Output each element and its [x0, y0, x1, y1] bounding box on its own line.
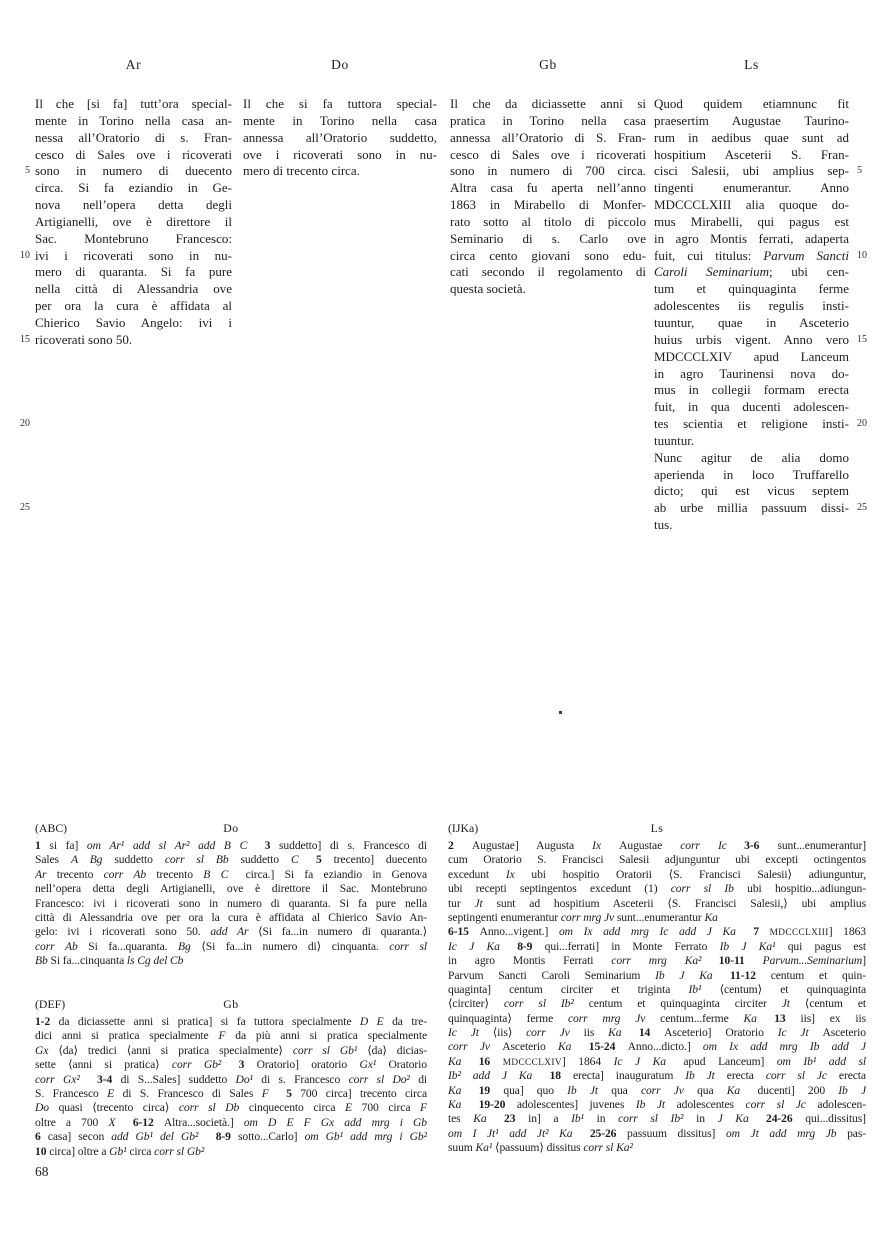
apparatus-sigla: (ABC) — [35, 821, 68, 835]
apparatus-line: suum Ka¹ ⟨passuum⟩ dissitus corr sl Ka² — [448, 1141, 633, 1155]
apparatus-line: Sales A Bg suddetto corr sl Bb suddetto C 5 trecento] duecento — [35, 853, 427, 867]
column-gb-text — [450, 96, 646, 298]
apparatus-line: corr Jv Asceterio Ka 15-24 Anno...dicto.] om Ix add mrg Ib add J — [448, 1040, 866, 1054]
apparatus-line: Ib² add J Ka 18 erecta] inauguratum Ib Jt erecta corr sl Jc erecta — [448, 1069, 866, 1083]
apparatus-line: cum Oratorio S. Francisci Salesii adjunguntur ubi excepti octingentos — [448, 853, 866, 867]
apparatus-line: ubi recepti septingentos excedunt (1) corr sl Ib ubi hospitio...adiungun- — [448, 882, 866, 896]
text-line: sono in numero di 700 circa. — [450, 163, 646, 179]
apparatus-line: 1-2 da diciassette anni si pratica] si fa tuttora specialmente D E da tre- — [35, 1015, 427, 1028]
text-line: nova nell’opera detta degli — [35, 197, 232, 213]
apparatus-line: oltre a 700 X 6-12 Altra...società.] om D E F Gx add mrg i Gb — [35, 1115, 427, 1129]
apparatus-line: S. Francesco E di S. Francesco di Sales F 5 700 circa] trecento circa — [35, 1086, 427, 1100]
apparatus-entries — [35, 839, 427, 969]
apparatus-line: sette ⟨anni si pratica⟩ corr Gb² 3 Oratorio] oratorio Gx¹ Oratorio — [35, 1058, 427, 1072]
text-line: cati secondo il regolamento di — [450, 264, 646, 280]
text-line: Quod quidem etiamnunc fit — [654, 96, 849, 111]
text-line: MDCCCLXIV apud Lanceum — [654, 348, 849, 364]
apparatus-line: excedunt Ix ubi hospitio Oratorii ⟨S. Francisci Salesii⟩ adiunguntur, — [448, 867, 866, 881]
text-line: in agro Taurinensi nova do- — [654, 365, 849, 381]
apparatus-header — [35, 820, 427, 839]
text-line: fuit, cui titulus: Parvum Sancti — [654, 247, 849, 263]
column-ar-text — [35, 96, 232, 349]
text-line: mente in Torino nella casa — [243, 112, 437, 128]
text-line: fuit, in qua ducenti adolescen- — [654, 399, 849, 415]
apparatus-line: corr Gx² 3-4 di S...Sales] suddetto Do¹ di s. Francesco corr sl Do² di — [35, 1072, 427, 1086]
apparatus-line: quinquaginta⟩ ferme corr mrg Jv centum...ferme Ka 13 iis] ex iis — [448, 1011, 866, 1025]
text-line: in agro Montis ferrati, adaperta — [654, 230, 849, 246]
text-line: circa. Si fa eziandio in Ge- — [35, 180, 232, 196]
apparatus-line: Ka 16 MDCCCLXIV] 1864 Ic J Ka apud Lanceum] om Ib¹ add sl — [448, 1054, 866, 1068]
text-line: tuuntur, quae in Asceterio — [654, 314, 849, 330]
text-line: Seminario di s. Carlo ove — [450, 230, 646, 246]
line-number: 25 — [20, 502, 30, 514]
apparatus-line: quaginta] centum circiter et triginta Ib¹ ⟨centum⟩ et quinquaginta — [448, 982, 866, 996]
column-header-gb: Gb — [539, 57, 557, 72]
text-line: MDCCCLXIII alia quoque do- — [654, 197, 849, 213]
apparatus-line: septingenti enumerantur corr mrg Jv sunt...enumerantur Ka — [448, 910, 718, 924]
text-line: nessa all’Oratorio di s. Fran- — [35, 129, 232, 145]
apparatus-line: 6-15 Anno...vigent.] om Ix add mrg Ic add J Ka 7 MDCCCLXIII] 1863 — [448, 925, 866, 939]
text-line: Altra casa fu aperta nell’anno — [450, 180, 646, 196]
text-line: mero di quaranta. Si fa pure — [35, 264, 232, 280]
apparatus-sigla: (IJKa) — [448, 821, 479, 835]
apparatus-line: ⟨circiter⟩ corr sl Ib² centum et quinquaginta circiter Jt ⟨centum et — [448, 997, 866, 1011]
apparatus-line: nell’opera detta degli Artigianelli, ove è direttore il Sac. Montebruno — [35, 882, 427, 896]
column-do-text — [243, 96, 437, 180]
text-line: tuuntur. — [654, 432, 695, 448]
text-line: mus in collegii formam erecta — [654, 382, 849, 398]
text-line: Chierico Savio Angelo: ivi i — [35, 314, 232, 330]
apparatus-line: Bb Si fa...cinquanta ls Cg del Cb — [35, 954, 184, 968]
text-line: 1863 in Mirabello di Monfer- — [450, 197, 646, 213]
apparatus-line: Gx ⟨da⟩ tredici ⟨anni si pratica specialmente⟩ corr sl Gb¹ ⟨da⟩ dicias- — [35, 1043, 427, 1057]
apparatus-title: Ls — [650, 821, 664, 835]
ink-speck — [559, 711, 562, 714]
apparatus-line: tes Ka 23 in] a Ib¹ in corr sl Ib² in J Ka 24-26 qui...dissitus] — [448, 1112, 866, 1126]
text-line: ricoverati sono 50. — [35, 331, 133, 347]
text-line: huius urbis vigent. Anno vero — [654, 331, 849, 347]
text-line: tes scientia et religione insti- — [654, 416, 849, 432]
text-line: nella città di Alessandria ove — [35, 281, 232, 297]
apparatus-title: Gb — [223, 997, 239, 1011]
apparatus-line: om I Jt¹ add Jt² Ka 25-26 passuum dissitus] om Jt add mrg Jb pas- — [448, 1126, 866, 1140]
apparatus-line: Ka 19 qua] quo Ib Jt qua corr Jv qua Ka ducenti] 200 Ib J — [448, 1083, 866, 1097]
text-line: mente in Torino nella casa an- — [35, 112, 232, 128]
apparatus-block-def-gb — [35, 996, 427, 1159]
apparatus-line: Ka 19-20 adolescentes] juvenes Ib Jt adolescentes corr sl Jc adolescen- — [448, 1098, 866, 1112]
text-line: per ora la cura è affidata al — [35, 298, 232, 314]
column-header-ar: Ar — [125, 57, 142, 72]
text-line: pratica in Torino nella casa — [450, 112, 646, 128]
text-line: ivi i ricoverati sono in nu- — [35, 247, 232, 263]
apparatus-line: Parvum Sancti Caroli Seminarium Ib J Ka 11-12 centum et quin- — [448, 968, 866, 982]
line-number: 15 — [20, 333, 30, 345]
apparatus-line: Francesco: ivi i ricoverati sono in numero di quaranta. Si fa pure nella — [35, 896, 427, 910]
text-line: Artigianelli, ove è direttore il — [35, 213, 232, 229]
line-number: 20 — [20, 418, 30, 430]
text-line: Sac. Montebruno Francesco: — [35, 230, 232, 246]
text-line: praesertim Augustae Taurino- — [654, 112, 849, 128]
apparatus-entries — [35, 1015, 427, 1159]
column-ls-text — [654, 96, 849, 534]
apparatus-line: Ar trecento corr Ab trecento B C circa.] Si fa eziandio in Genova — [35, 867, 427, 881]
text-line: Nunc agitur de alia domo — [654, 449, 849, 465]
apparatus-line: 1 si fa] om Ar¹ add sl Ar² add B C 3 suddetto] di s. Francesco di — [35, 839, 427, 852]
text-line: hospitium Asceterii S. Fran- — [654, 146, 849, 162]
text-line: mus Mirabelli, qui pagus est — [654, 213, 849, 229]
line-number: 15 — [857, 333, 867, 345]
apparatus-line: Ic J Ka 8-9 qui...ferrati] in Monte Ferrato Ib J Ka¹ qui pagus est — [448, 939, 866, 953]
apparatus-line: Do quasi ⟨trecento circa⟩ corr sl Db cinquecento circa E 700 circa F — [35, 1101, 427, 1115]
page-number: 68 — [35, 1164, 49, 1179]
line-numbers-left — [13, 0, 30, 1233]
text-line: Il che si fa tuttora special- — [243, 96, 437, 111]
text-line: cesco di Sales ove i ricoverati — [35, 146, 232, 162]
text-line: annessa all’Oratorio suddetto, — [243, 129, 437, 145]
apparatus-line: gelo: ivi i ricoverati sono 50. add Ar ⟨Si fa...in numero di quaranta.⟩ — [35, 925, 427, 939]
text-line: questa società. — [450, 281, 526, 297]
apparatus-line: città di Alessandria ove per ora la cura è affidata al Chierico Savio An- — [35, 910, 427, 924]
text-line: rum in aedibus quae sunt ad — [654, 129, 849, 145]
text-line: adolescentes iis regulis insti- — [654, 298, 849, 314]
apparatus-line: 2 Augustae] Augusta Ix Augustae corr Ic 3-6 sunt...enumerantur] — [448, 839, 866, 852]
apparatus-entries — [448, 839, 866, 1156]
text-line: aperienda in loco Truffarello — [654, 466, 849, 482]
text-line: ove i ricoverati sono in nu- — [243, 146, 437, 162]
apparatus-sigla: (DEF) — [35, 997, 66, 1011]
text-line: annessa all’Oratorio di S. Fran- — [450, 129, 646, 145]
apparatus-title: Do — [223, 821, 239, 835]
column-header-do: Do — [331, 57, 349, 72]
apparatus-header — [448, 820, 866, 839]
text-line: sono in numero di duecento — [35, 163, 232, 179]
line-number: 10 — [857, 249, 867, 261]
line-number: 10 — [20, 249, 30, 261]
text-line: mero di trecento circa. — [243, 163, 360, 179]
apparatus-block-ijka-ls — [448, 820, 866, 1156]
apparatus-line: corr Ab Si fa...quaranta. Bg ⟨Si fa...in numero di⟩ cinquanta. corr sl — [35, 939, 427, 953]
text-line: rato sotto al titolo di piccolo — [450, 213, 646, 229]
apparatus-line: dici anni si pratica specialmente F da più anni si pratica specialmente — [35, 1029, 427, 1043]
text-line: circa cento giovani sono edu- — [450, 247, 646, 263]
text-line: dicto; qui est vicus septem — [654, 483, 849, 499]
line-number: 5 — [25, 165, 30, 177]
apparatus-header — [35, 996, 427, 1015]
text-line: cesco di Sales ove i ricoverati — [450, 146, 646, 162]
apparatus-line: Ic Jt ⟨iis⟩ corr Jv iis Ka 14 Asceterio] Oratorio Ic Jt Asceterio — [448, 1026, 866, 1040]
text-line: cisci Salesii, ubi amplius sep- — [654, 163, 849, 179]
text-line: tingenti enumerantur. Anno — [654, 180, 849, 196]
text-line: tum et quinquaginta ferme — [654, 281, 849, 297]
apparatus-line: in agro Montis Ferrati corr mrg Ka² 10-11 Parvum...Seminarium] — [448, 954, 866, 968]
line-number: 20 — [857, 418, 867, 430]
column-header-ls: Ls — [744, 57, 759, 72]
text-line: Caroli Seminarium; ubi cen- — [654, 264, 849, 280]
apparatus-block-abc-do — [35, 820, 427, 969]
apparatus-line: 10 circa] oltre a Gb¹ circa corr sl Gb² — [35, 1144, 205, 1158]
line-number: 5 — [857, 165, 862, 177]
apparatus-line: 6 casa] secon add Gb¹ del Gb² 8-9 sotto...Carlo] om Gb¹ add mrg i Gb² — [35, 1130, 427, 1144]
apparatus-line: tur Jt sunt ad hospitium Asceterii ⟨S. Francisci Salesii,⟩ ubi amplius — [448, 896, 866, 910]
text-line: Il che [si fa] tutt’ora special- — [35, 96, 232, 111]
text-line: Il che da diciassette anni si — [450, 96, 646, 111]
text-line: ab urbe millia passuum dissi- — [654, 500, 849, 516]
text-line: tus. — [654, 517, 673, 533]
line-number: 25 — [857, 502, 867, 514]
